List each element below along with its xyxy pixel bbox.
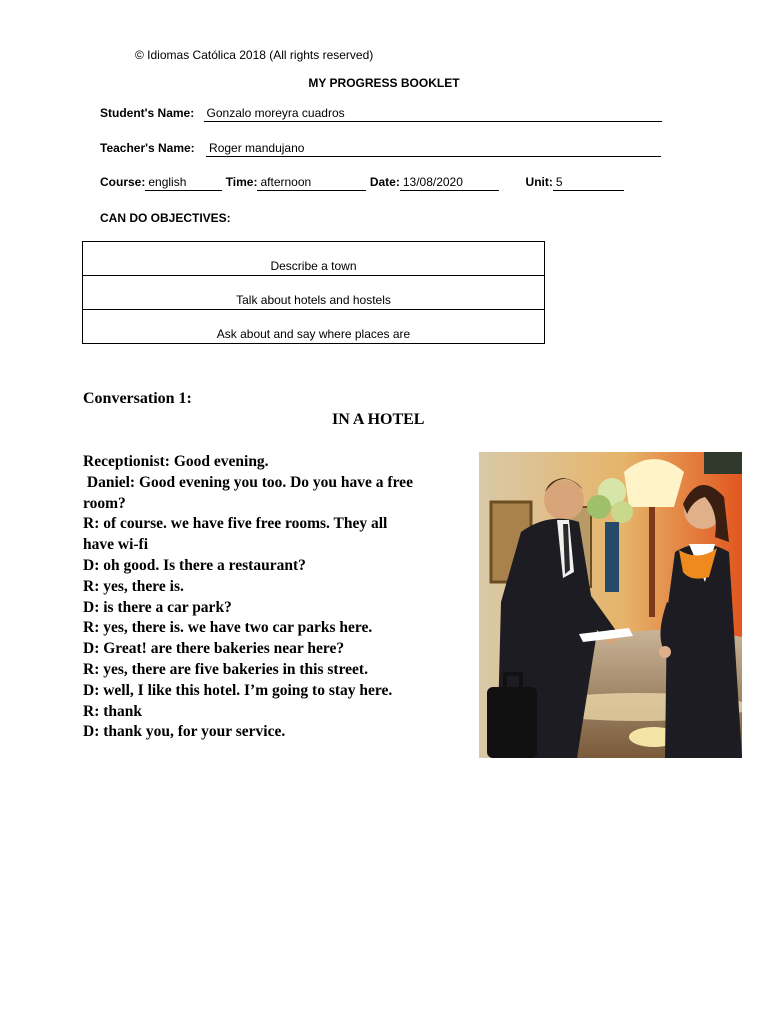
- objectives-table: [82, 241, 545, 344]
- objective-text: Describe a town: [270, 259, 357, 273]
- date-label: Date:: [369, 175, 400, 189]
- course-info-row: [100, 175, 624, 191]
- hotel-reception-photo: [479, 452, 742, 758]
- dialogue-line: Receptionist: Good evening.: [83, 453, 269, 470]
- unit-field[interactable]: 5: [553, 175, 624, 191]
- unit-label: Unit:: [525, 175, 553, 189]
- teacher-name-row: [100, 141, 661, 157]
- dialogue: [83, 452, 473, 743]
- student-name-row: [100, 106, 662, 122]
- dialogue-line: R: yes, there is.: [83, 577, 184, 595]
- objective-text: Ask about and say where places are: [216, 327, 411, 341]
- objective-text: Talk about hotels and hostels: [236, 293, 391, 307]
- time-label: Time:: [225, 175, 258, 189]
- dialogue-line: Daniel: Good evening you too. Do you have a free: [83, 473, 413, 491]
- booklet-title: MY PROGRESS BOOKLET: [308, 76, 460, 90]
- dialogue-line: D: is there a car park?: [83, 598, 232, 616]
- date-field[interactable]: 13/08/2020: [400, 175, 499, 191]
- dialogue-line: R: yes, there are five bakeries in this street.: [83, 660, 368, 678]
- dialogue-line: room?: [83, 494, 126, 512]
- time-field[interactable]: afternoon: [257, 175, 366, 191]
- teacher-name-label: Teacher's Name:: [100, 141, 195, 155]
- objective-row: [83, 309, 544, 343]
- dialogue-line: D: well, I like this hotel. I’m going to stay here.: [83, 681, 393, 699]
- dialogue-line: D: Great! are there bakeries near here?: [83, 640, 345, 658]
- dialogue-line: have wi-fi: [83, 536, 149, 554]
- objective-row: [83, 275, 544, 309]
- student-name-label: Student's Name:: [100, 106, 195, 120]
- objective-row: [83, 242, 544, 275]
- course-label: Course:: [100, 175, 146, 189]
- dialogue-line: D: thank you, for your service.: [83, 723, 286, 741]
- course-field[interactable]: english: [145, 175, 222, 191]
- dialogue-line: R: of course. we have five free rooms. They all: [83, 515, 388, 533]
- copyright-notice: © Idiomas Católica 2018 (All rights reserved): [135, 48, 374, 62]
- conversation-title: IN A HOTEL: [332, 411, 425, 428]
- conversation-heading: Conversation 1:: [83, 390, 192, 407]
- dialogue-line: R: yes, there is. we have two car parks here.: [83, 619, 373, 637]
- dialogue-line: R: thank: [83, 702, 143, 720]
- dialogue-line: D: oh good. Is there a restaurant?: [83, 556, 306, 574]
- teacher-name-field[interactable]: Roger mandujano: [206, 141, 661, 157]
- student-name-field[interactable]: Gonzalo moreyra cuadros: [204, 106, 662, 122]
- objectives-heading: CAN DO OBJECTIVES:: [100, 211, 231, 225]
